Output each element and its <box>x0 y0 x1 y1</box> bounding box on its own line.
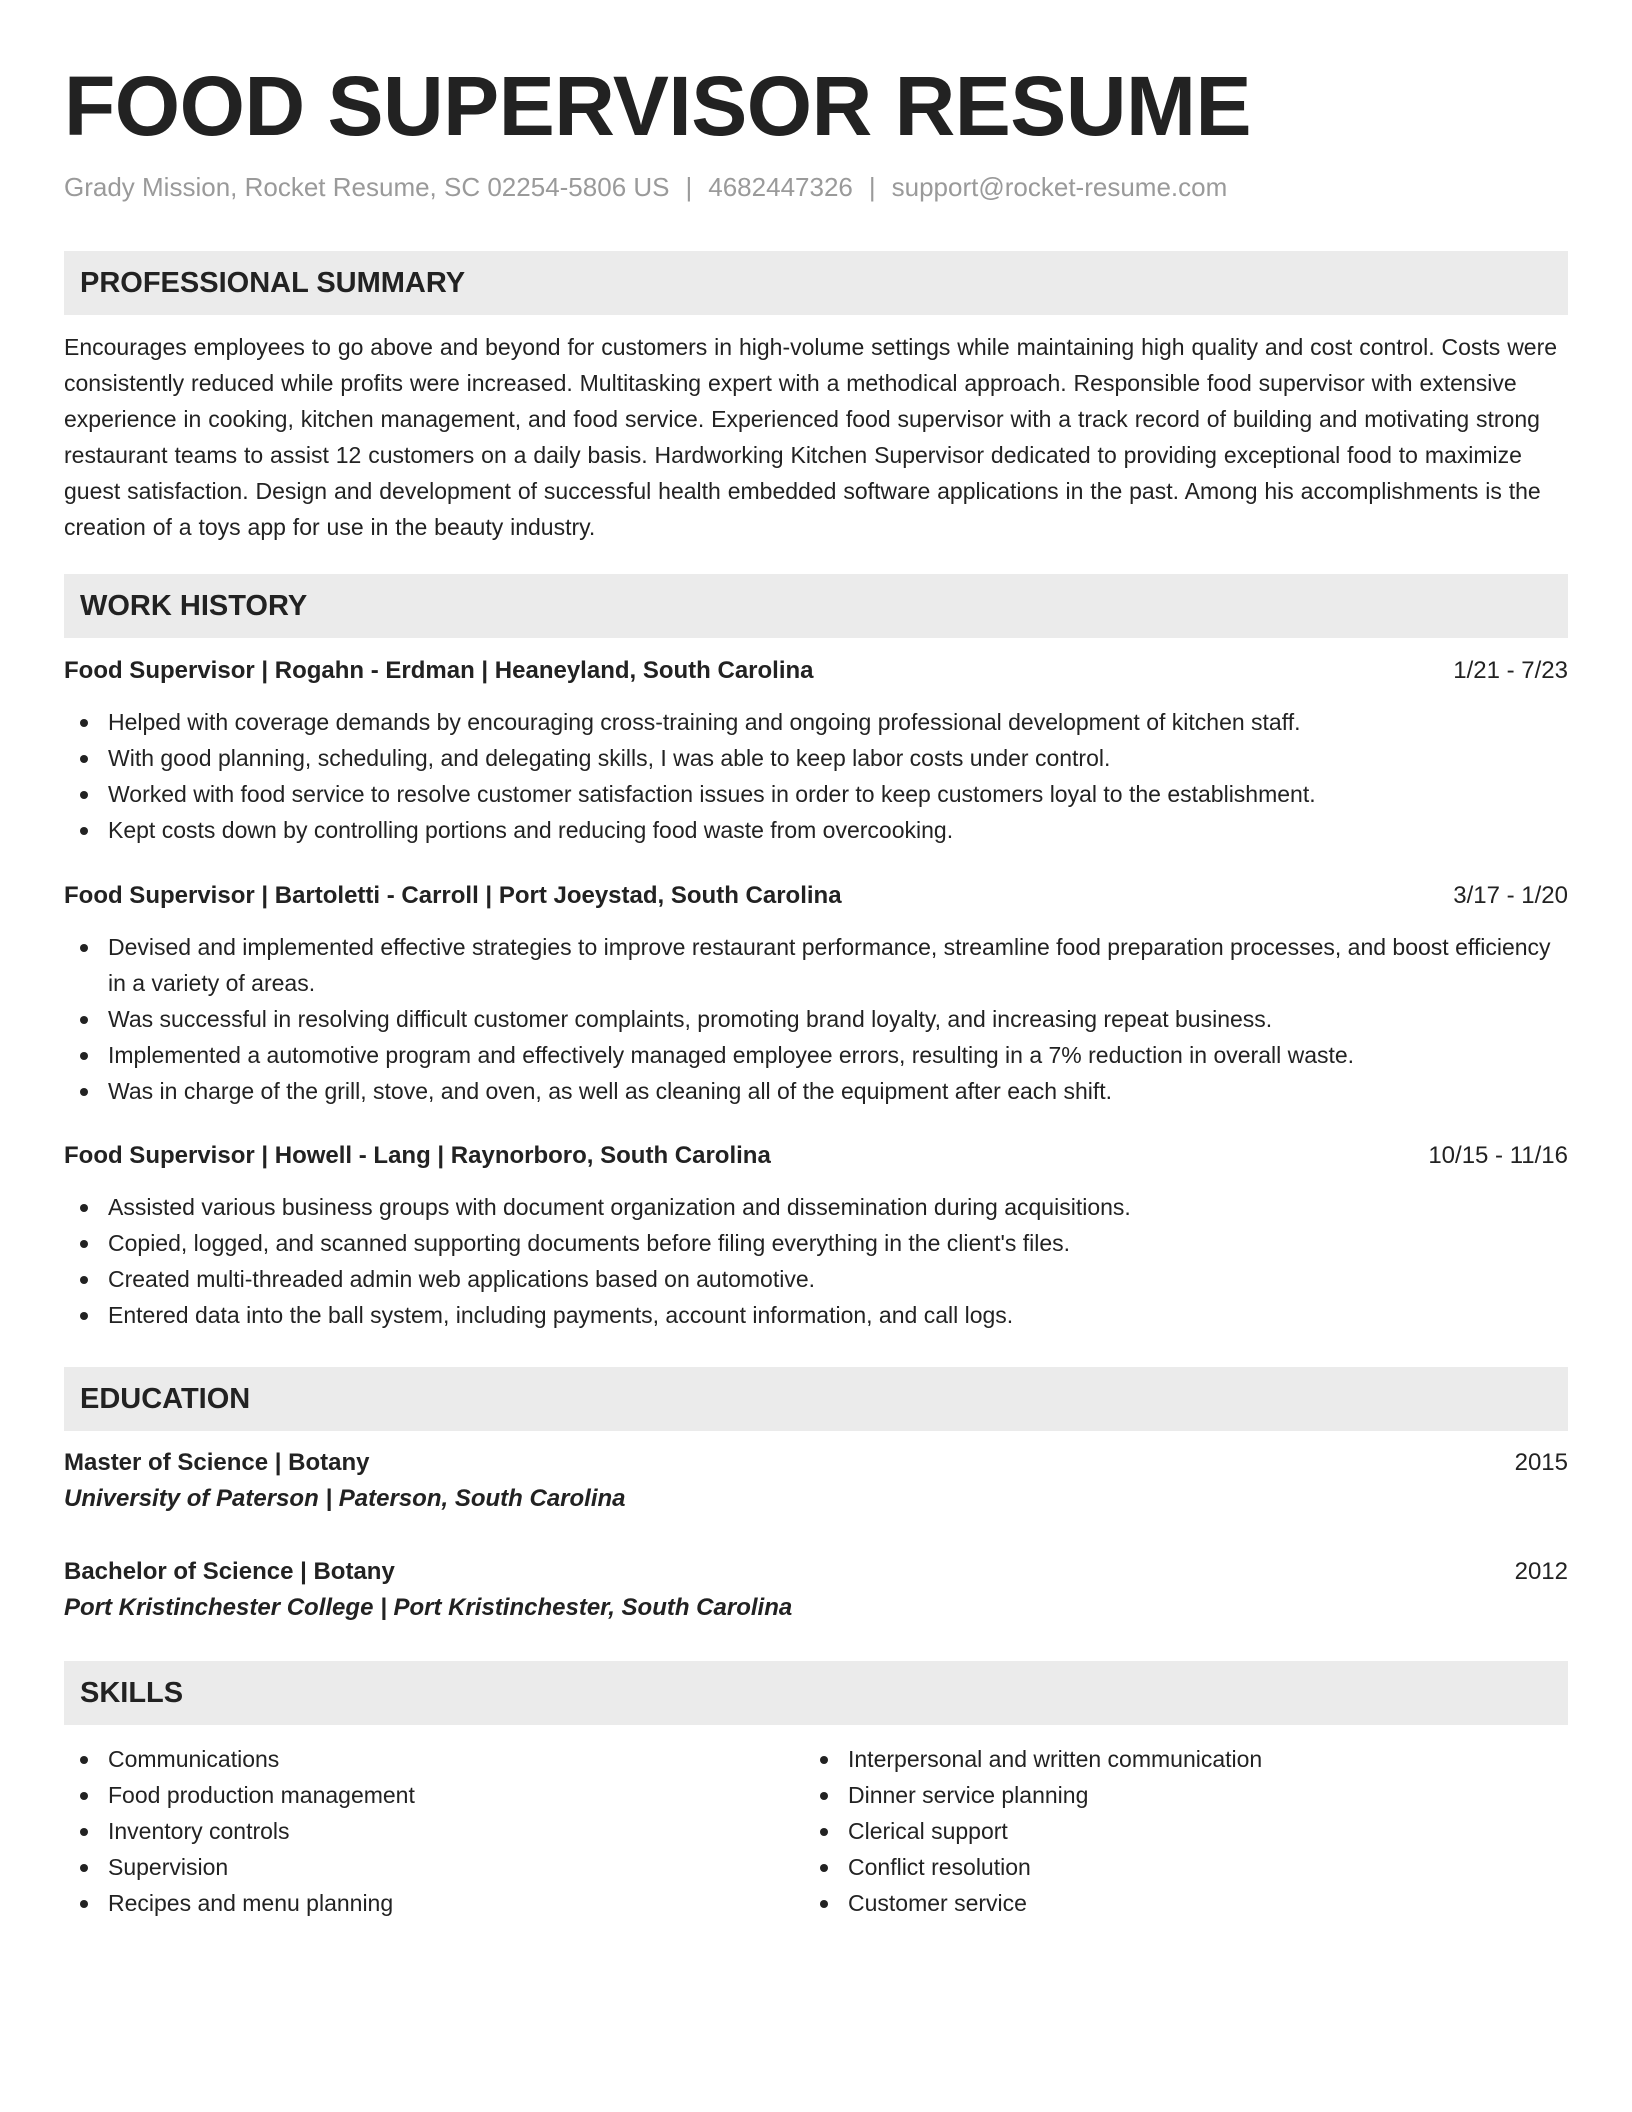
skill-item: Inventory controls <box>64 1813 804 1849</box>
skills-list <box>64 1741 1568 1921</box>
education-year: 2015 <box>1514 1449 1568 1476</box>
job-header <box>64 1139 1568 1173</box>
section-header-work-history: WORK HISTORY <box>64 574 1568 638</box>
contact-address: Grady Mission, Rocket Resume, SC 02254-5806 US <box>64 172 670 202</box>
job-bullets <box>64 704 1568 848</box>
skill-item: Conflict resolution <box>804 1849 1568 1885</box>
job-bullet: Created multi-threaded admin web applications based on automotive. <box>64 1261 1568 1297</box>
summary-text: Encourages employees to go above and beyond for customers in high-volume settings while maintaining high quality and cost control. Costs were consistently reduced while profits were increased. Multitasking expert with a methodical approach. Responsible food supervisor with extensive experience in cooking, kitchen management, and food service. Experienced food supervisor with a track record of building and motivating strong restaurant teams to assist 12 customers on a daily basis. Hardworking Kitchen Supervisor dedicated to providing exceptional food to maximize guest satisfaction. Design and development of successful health embedded software applications in the past. Among his accomplishments is the creation of a toys app for use in the beauty industry. <box>64 334 1558 540</box>
skill-item: Interpersonal and written communication <box>804 1741 1568 1777</box>
job-header <box>64 654 1568 688</box>
contact-separator: | <box>685 172 693 202</box>
education-degree: Master of Science | Botany <box>64 1449 370 1476</box>
education-header <box>64 1555 1568 1589</box>
job-title: Food Supervisor | Bartoletti - Carroll | Port Joeystad, South Carolina <box>64 882 842 909</box>
education-year: 2012 <box>1514 1558 1568 1585</box>
job-title: Food Supervisor | Howell - Lang | Raynorboro, South Carolina <box>64 1142 771 1169</box>
education-entry <box>64 1446 1568 1518</box>
education-degree: Bachelor of Science | Botany <box>64 1558 395 1585</box>
education-header <box>64 1446 1568 1480</box>
job-entry <box>64 1139 1568 1333</box>
contact-phone: 4682447326 <box>708 172 853 202</box>
skill-item: Customer service <box>804 1885 1568 1921</box>
skill-item: Communications <box>64 1741 804 1777</box>
job-header <box>64 879 1568 913</box>
contact-email: support@rocket-resume.com <box>891 172 1228 202</box>
job-bullet: Entered data into the ball system, including payments, account information, and call logs. <box>64 1297 1568 1333</box>
education-school: University of Paterson | Paterson, South Carolina <box>64 1485 626 1512</box>
job-bullet: Devised and implemented effective strategies to improve restaurant performance, streamline food preparation processes, and boost efficiency in a variety of areas. <box>64 929 1568 1001</box>
job-bullet: Assisted various business groups with document organization and dissemination during acquisitions. <box>64 1189 1568 1225</box>
skills-column-left <box>64 1741 804 1921</box>
job-dates: 3/17 - 1/20 <box>1453 882 1568 909</box>
job-bullet: Copied, logged, and scanned supporting documents before filing everything in the client's files. <box>64 1225 1568 1261</box>
education-school: Port Kristinchester College | Port Kristinchester, South Carolina <box>64 1594 793 1621</box>
resume-title: FOOD SUPERVISOR RESUME <box>64 59 1251 153</box>
skill-item: Food production management <box>64 1777 804 1813</box>
job-bullet: Implemented a automotive program and effectively managed employee errors, resulting in a 7% reduction in overall waste. <box>64 1037 1568 1073</box>
section-header-education: EDUCATION <box>64 1367 1568 1431</box>
job-bullet: Was successful in resolving difficult customer complaints, promoting brand loyalty, and increasing repeat business. <box>64 1001 1568 1037</box>
section-header-skills: SKILLS <box>64 1661 1568 1725</box>
job-bullet: Worked with food service to resolve customer satisfaction issues in order to keep customers loyal to the establishment. <box>64 776 1568 812</box>
skill-item: Recipes and menu planning <box>64 1885 804 1921</box>
skill-item: Clerical support <box>804 1813 1568 1849</box>
skill-item: Supervision <box>64 1849 804 1885</box>
contact-separator: | <box>868 172 876 202</box>
job-bullet: Was in charge of the grill, stove, and oven, as well as cleaning all of the equipment after each shift. <box>64 1073 1568 1109</box>
job-entry <box>64 654 1568 848</box>
job-title: Food Supervisor | Rogahn - Erdman | Heaneyland, South Carolina <box>64 657 814 684</box>
section-header-summary: PROFESSIONAL SUMMARY <box>64 251 1568 315</box>
job-entry <box>64 879 1568 1109</box>
job-bullet: Kept costs down by controlling portions and reducing food waste from overcooking. <box>64 812 1568 848</box>
skills-column-right <box>804 1741 1568 1921</box>
education-entry <box>64 1555 1568 1627</box>
contact-line <box>64 170 1568 204</box>
job-dates: 10/15 - 11/16 <box>1428 1142 1568 1169</box>
job-bullets <box>64 929 1568 1109</box>
job-bullet: Helped with coverage demands by encouraging cross-training and ongoing professional development of kitchen staff. <box>64 704 1568 740</box>
skill-item: Dinner service planning <box>804 1777 1568 1813</box>
job-dates: 1/21 - 7/23 <box>1453 657 1568 684</box>
job-bullets <box>64 1189 1568 1333</box>
job-bullet: With good planning, scheduling, and delegating skills, I was able to keep labor costs under control. <box>64 740 1568 776</box>
